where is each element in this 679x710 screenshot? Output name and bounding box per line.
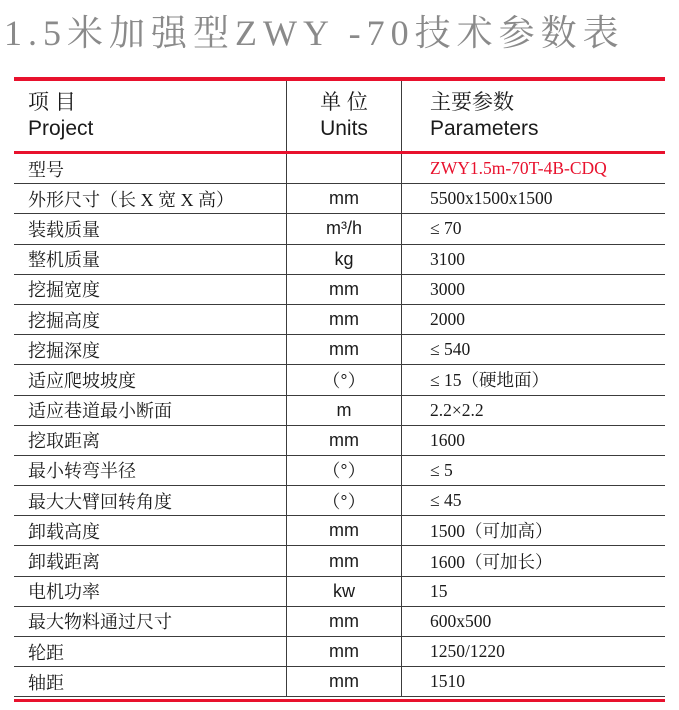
- unit-cell: kg: [287, 245, 402, 274]
- header-units-cell: [287, 81, 402, 151]
- unit-cell: mm: [287, 275, 402, 304]
- table-row: [14, 184, 665, 214]
- table-header-row: [14, 81, 665, 151]
- value-cell: 15: [430, 580, 448, 601]
- page-title: 1.5米加强型ZWY -70技术参数表: [4, 13, 625, 53]
- table-row: [14, 637, 665, 667]
- value-cell: 1510: [430, 671, 465, 692]
- value-cell: ≤ 15（硬地面）: [430, 370, 549, 391]
- table-row: [14, 335, 665, 365]
- value-cell: ZWY1.5m-70T-4B-CDQ: [430, 158, 607, 179]
- unit-cell: mm: [287, 305, 402, 334]
- item-cell: 挖掘深度: [14, 335, 287, 364]
- table-row: [14, 486, 665, 516]
- table-row: [14, 667, 665, 697]
- unit-cell: [287, 154, 402, 183]
- item-cell: 电机功率: [14, 577, 287, 606]
- unit-cell: kw: [287, 577, 402, 606]
- table-row: [14, 426, 665, 456]
- table-row: [14, 577, 665, 607]
- table-row: [14, 275, 665, 305]
- header-parameters-zh: 主要参数: [430, 91, 514, 114]
- item-cell: 适应爬坡坡度: [14, 365, 287, 394]
- unit-cell: mm: [287, 184, 402, 213]
- value-cell: 1250/1220: [430, 641, 505, 662]
- unit-cell: mm: [287, 607, 402, 636]
- value-cell: ≤ 540: [430, 339, 471, 360]
- unit-cell: （°）: [287, 486, 402, 515]
- value-cell: 1500（可加高）: [430, 521, 553, 542]
- unit-cell: mm: [287, 637, 402, 666]
- table-row: [14, 305, 665, 335]
- value-cell: ≤ 5: [430, 459, 453, 480]
- value-cell: 1600（可加长）: [430, 551, 553, 572]
- header-project-zh: 项 目: [28, 91, 76, 114]
- item-cell: 装载质量: [14, 214, 287, 243]
- item-cell: 外形尺寸（长 X 宽 X 高）: [14, 184, 287, 213]
- table-bottom-red-rule: [14, 699, 665, 702]
- value-cell: ≤ 70: [430, 218, 462, 239]
- table-row: [14, 214, 665, 244]
- value-cell: 2.2×2.2: [430, 399, 484, 420]
- item-cell: 卸载高度: [14, 516, 287, 545]
- table-body: [14, 154, 665, 697]
- header-units-zh: 单 位: [320, 91, 368, 114]
- item-cell: 轴距: [14, 667, 287, 696]
- item-cell: 最小转弯半径: [14, 456, 287, 485]
- item-cell: 整机质量: [14, 245, 287, 274]
- value-cell: 1600: [430, 429, 465, 450]
- item-cell: 轮距: [14, 637, 287, 666]
- header-parameters-cell: [402, 81, 665, 151]
- header-project-cell: [14, 81, 287, 151]
- value-cell: 5500x1500x1500: [430, 188, 553, 209]
- header-units-en: Units: [320, 117, 368, 140]
- item-cell: 最大物料通过尺寸: [14, 607, 287, 636]
- header-project-en: Project: [28, 117, 94, 140]
- item-cell: 挖掘高度: [14, 305, 287, 334]
- table-row: [14, 546, 665, 576]
- unit-cell: （°）: [287, 365, 402, 394]
- unit-cell: mm: [287, 546, 402, 575]
- table-row: [14, 154, 665, 184]
- table-row: [14, 396, 665, 426]
- item-cell: 适应巷道最小断面: [14, 396, 287, 425]
- value-cell: 600x500: [430, 610, 492, 631]
- spec-table: [14, 77, 665, 702]
- item-cell: 型号: [14, 154, 287, 183]
- item-cell: 最大大臂回转角度: [14, 486, 287, 515]
- unit-cell: m: [287, 396, 402, 425]
- unit-cell: （°）: [287, 456, 402, 485]
- unit-cell: m³/h: [287, 214, 402, 243]
- table-row: [14, 456, 665, 486]
- item-cell: 挖掘宽度: [14, 275, 287, 304]
- table-row: [14, 245, 665, 275]
- table-row: [14, 607, 665, 637]
- value-cell: 3000: [430, 278, 465, 299]
- table-row: [14, 365, 665, 395]
- unit-cell: mm: [287, 426, 402, 455]
- unit-cell: mm: [287, 335, 402, 364]
- item-cell: 卸载距离: [14, 546, 287, 575]
- unit-cell: mm: [287, 516, 402, 545]
- value-cell: 3100: [430, 248, 465, 269]
- value-cell: 2000: [430, 309, 465, 330]
- table-row: [14, 516, 665, 546]
- header-parameters-en: Parameters: [430, 117, 539, 140]
- value-cell: ≤ 45: [430, 490, 462, 511]
- item-cell: 挖取距离: [14, 426, 287, 455]
- unit-cell: mm: [287, 667, 402, 696]
